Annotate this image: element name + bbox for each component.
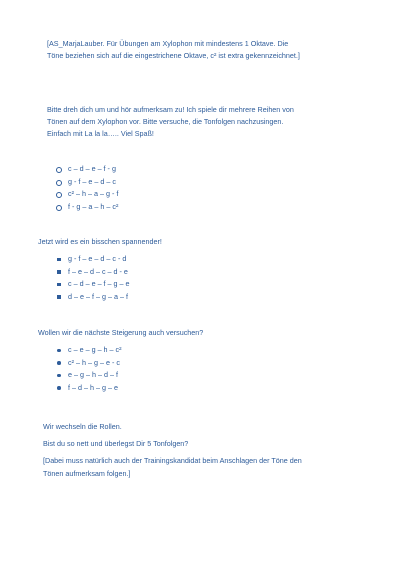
bullet-circle-icon <box>56 192 62 198</box>
intro-line-1: [AS_MarjaLauber. Für Übungen am Xylophon mit mindestens 1 Oktave. Die <box>47 39 289 48</box>
closing-line-1: Wir wechseln die Rollen. <box>43 422 122 431</box>
intro-note <box>47 38 300 62</box>
list-item: g - f – e – d – c - d <box>68 253 130 266</box>
instructions-line-1: Bitte dreh dich um und hör aufmerksam zu! Ich spiele dir mehrere Reihen von <box>47 105 294 114</box>
closing-line-2: Bist du so nett und überlegst Dir 5 Tonfolgen? <box>43 439 189 448</box>
list-item: c – e – g – h – c² <box>68 344 122 357</box>
section-2-heading: Jetzt wird es ein bisschen spannender! <box>38 237 162 246</box>
bullet-dot-icon <box>57 349 61 353</box>
closing-line-3: [Dabei muss natürlich auch der Trainingskandidat beim Anschlagen der Töne den <box>43 456 302 465</box>
sequence-list-2 <box>68 253 130 303</box>
bullet-dot-icon <box>57 386 61 390</box>
bullet-dot-icon <box>57 361 61 365</box>
bullet-circle-icon <box>56 205 62 211</box>
list-item: e – g – h – d – f <box>68 369 122 382</box>
sequence-list-3 <box>68 344 122 394</box>
sequence-list-1 <box>68 163 118 213</box>
closing-note <box>43 455 302 480</box>
closing-paragraph <box>43 418 188 452</box>
list-item: f – d – h – g – e <box>68 382 122 395</box>
bullet-circle-icon <box>56 167 62 173</box>
list-item: c² – h – a – g - f <box>68 188 118 201</box>
bullet-circle-icon <box>56 180 62 186</box>
bullet-dot-icon <box>57 374 61 378</box>
list-item: c – d – e – f - g <box>68 163 118 176</box>
bullet-square-icon <box>57 258 61 262</box>
closing-line-4: Tönen aufmerksam folgen.] <box>43 468 131 478</box>
list-item: d – e – f – g – a – f <box>68 291 130 304</box>
instructions-paragraph <box>47 104 294 140</box>
bullet-square-icon <box>57 283 61 287</box>
intro-line-2: Töne beziehen sich auf die eingestrichene Oktave, c² ist extra gekennzeichnet.] <box>47 51 300 60</box>
instructions-line-2: Tönen auf dem Xylophon vor. Bitte versuche, die Tonfolgen nachzusingen. <box>47 117 284 126</box>
list-item: c² – h – g – e - c <box>68 357 122 370</box>
instructions-line-3: Einfach mit La la la….. Viel Spaß! <box>47 129 154 138</box>
list-item: f - g – a – h – c² <box>68 201 118 214</box>
list-item: f – e – d – c – d - e <box>68 266 130 279</box>
section-3-heading: Wollen wir die nächste Steigerung auch versuchen? <box>38 328 204 337</box>
list-item: c – d – e – f – g – e <box>68 278 130 291</box>
bullet-square-icon <box>57 295 61 299</box>
bullet-square-icon <box>57 270 61 274</box>
list-item: g - f – e – d – c <box>68 176 118 189</box>
